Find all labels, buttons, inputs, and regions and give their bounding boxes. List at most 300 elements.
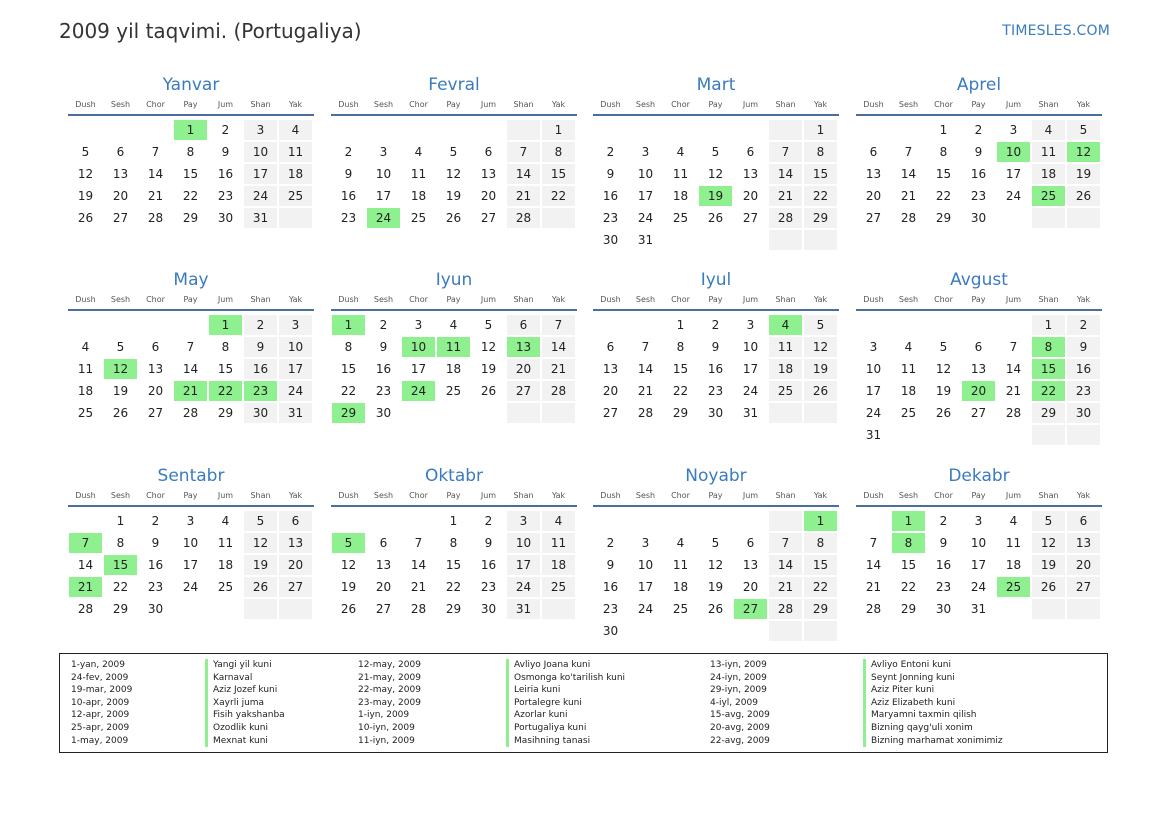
day-cell[interactable]: 18 (900, 384, 917, 398)
day-cell[interactable]: 14 (769, 555, 802, 575)
day-cell[interactable]: 8 (542, 142, 575, 162)
day-cell[interactable]: 29 (1032, 403, 1065, 423)
day-cell[interactable]: 4 (414, 145, 423, 159)
day-cell[interactable]: 13 (480, 167, 497, 181)
day-cell[interactable]: 17 (970, 558, 987, 572)
day-cell[interactable]: 28 (182, 406, 199, 420)
day-cell[interactable]: 25 (445, 384, 462, 398)
day-cell[interactable]: 3 (641, 536, 650, 550)
day-cell[interactable]: 23 (375, 384, 392, 398)
day-cell[interactable]: 21 (147, 189, 164, 203)
day-cell[interactable]: 14 (507, 164, 540, 184)
day-cell[interactable]: 26 (1067, 186, 1100, 206)
day-cell[interactable]: 17 (182, 558, 199, 572)
day-cell[interactable]: 26 (707, 602, 724, 616)
day-cell[interactable]: 30 (217, 211, 234, 225)
day-cell[interactable]: 13 (147, 362, 164, 376)
day-cell[interactable]: 25 (542, 577, 575, 597)
day-cell[interactable]: 22 (542, 186, 575, 206)
day-cell[interactable]: 23 (217, 189, 234, 203)
day-cell[interactable]: 9 (244, 337, 277, 357)
day-cell[interactable]: 29 (672, 406, 689, 420)
day-cell[interactable]: 16 (602, 580, 619, 594)
day-cell[interactable]: 14 (182, 362, 199, 376)
day-cell[interactable]: 20 (1067, 555, 1100, 575)
day-cell[interactable]: 11 (900, 362, 917, 376)
day-cell[interactable]: 9 (606, 167, 615, 181)
day-cell[interactable]: 20 (742, 189, 759, 203)
day-cell[interactable]: 5 (711, 145, 720, 159)
day-cell[interactable]: 2 (939, 514, 948, 528)
day-cell[interactable]: 16 (375, 362, 392, 376)
day-cell[interactable]: 10 (182, 536, 199, 550)
holiday-day-cell[interactable]: 21 (69, 577, 102, 597)
day-cell[interactable]: 9 (151, 536, 160, 550)
day-cell[interactable]: 6 (746, 145, 755, 159)
day-cell[interactable]: 3 (869, 340, 878, 354)
day-cell[interactable]: 18 (769, 359, 802, 379)
day-cell[interactable]: 29 (935, 211, 952, 225)
day-cell[interactable]: 7 (542, 315, 575, 335)
day-cell[interactable]: 12 (77, 167, 94, 181)
day-cell[interactable]: 12 (340, 558, 357, 572)
day-cell[interactable]: 30 (244, 403, 277, 423)
day-cell[interactable]: 14 (542, 337, 575, 357)
day-cell[interactable]: 6 (116, 145, 125, 159)
day-cell[interactable]: 3 (1009, 123, 1018, 137)
day-cell[interactable]: 31 (279, 403, 312, 423)
day-cell[interactable]: 20 (147, 384, 164, 398)
day-cell[interactable]: 24 (1005, 189, 1022, 203)
day-cell[interactable]: 18 (672, 189, 689, 203)
day-cell[interactable]: 5 (939, 340, 948, 354)
holiday-day-cell[interactable]: 25 (997, 577, 1030, 597)
day-cell[interactable]: 17 (637, 580, 654, 594)
day-cell[interactable]: 9 (939, 536, 948, 550)
day-cell[interactable]: 23 (602, 602, 619, 616)
day-cell[interactable]: 8 (804, 142, 837, 162)
day-cell[interactable]: 23 (707, 384, 724, 398)
day-cell[interactable]: 13 (742, 558, 759, 572)
holiday-day-cell[interactable]: 19 (699, 186, 732, 206)
day-cell[interactable]: 24 (182, 580, 199, 594)
day-cell[interactable]: 11 (769, 337, 802, 357)
day-cell[interactable]: 10 (375, 167, 392, 181)
day-cell[interactable]: 21 (865, 580, 882, 594)
day-cell[interactable]: 16 (1067, 359, 1100, 379)
day-cell[interactable]: 6 (379, 536, 388, 550)
day-cell[interactable]: 30 (1067, 403, 1100, 423)
day-cell[interactable]: 17 (1005, 167, 1022, 181)
day-cell[interactable]: 18 (77, 384, 94, 398)
day-cell[interactable]: 18 (542, 555, 575, 575)
day-cell[interactable]: 24 (637, 602, 654, 616)
day-cell[interactable]: 17 (865, 384, 882, 398)
day-cell[interactable]: 9 (606, 558, 615, 572)
holiday-day-cell[interactable]: 8 (892, 533, 925, 553)
day-cell[interactable]: 18 (279, 164, 312, 184)
day-cell[interactable]: 13 (742, 167, 759, 181)
day-cell[interactable]: 14 (1005, 362, 1022, 376)
holiday-day-cell[interactable]: 15 (1032, 359, 1065, 379)
day-cell[interactable]: 1 (676, 318, 685, 332)
day-cell[interactable]: 27 (742, 211, 759, 225)
day-cell[interactable]: 7 (1009, 340, 1018, 354)
day-cell[interactable]: 11 (77, 362, 94, 376)
day-cell[interactable]: 8 (804, 533, 837, 553)
day-cell[interactable]: 3 (507, 511, 540, 531)
day-cell[interactable]: 15 (340, 362, 357, 376)
day-cell[interactable]: 11 (1032, 142, 1065, 162)
day-cell[interactable]: 4 (904, 340, 913, 354)
day-cell[interactable]: 28 (769, 599, 802, 619)
day-cell[interactable]: 26 (707, 211, 724, 225)
day-cell[interactable]: 10 (637, 167, 654, 181)
day-cell[interactable]: 10 (279, 337, 312, 357)
day-cell[interactable]: 8 (186, 145, 195, 159)
day-cell[interactable]: 30 (935, 602, 952, 616)
day-cell[interactable]: 6 (746, 536, 755, 550)
day-cell[interactable]: 5 (116, 340, 125, 354)
day-cell[interactable]: 10 (742, 340, 759, 354)
holiday-day-cell[interactable]: 1 (209, 315, 242, 335)
day-cell[interactable]: 30 (707, 406, 724, 420)
day-cell[interactable]: 19 (445, 189, 462, 203)
day-cell[interactable]: 12 (935, 362, 952, 376)
day-cell[interactable]: 18 (1032, 164, 1065, 184)
day-cell[interactable]: 12 (707, 558, 724, 572)
day-cell[interactable]: 7 (507, 142, 540, 162)
day-cell[interactable]: 16 (707, 362, 724, 376)
day-cell[interactable]: 15 (672, 362, 689, 376)
day-cell[interactable]: 22 (112, 580, 129, 594)
day-cell[interactable]: 30 (602, 624, 619, 638)
day-cell[interactable]: 20 (480, 189, 497, 203)
day-cell[interactable]: 2 (711, 318, 720, 332)
day-cell[interactable]: 16 (147, 558, 164, 572)
day-cell[interactable]: 1 (542, 120, 575, 140)
day-cell[interactable]: 11 (279, 142, 312, 162)
day-cell[interactable]: 9 (711, 340, 720, 354)
day-cell[interactable]: 8 (344, 340, 353, 354)
day-cell[interactable]: 25 (672, 602, 689, 616)
day-cell[interactable]: 31 (637, 233, 654, 247)
day-cell[interactable]: 10 (970, 536, 987, 550)
day-cell[interactable]: 7 (904, 145, 913, 159)
day-cell[interactable]: 5 (244, 511, 277, 531)
day-cell[interactable]: 11 (542, 533, 575, 553)
day-cell[interactable]: 7 (869, 536, 878, 550)
day-cell[interactable]: 5 (1067, 120, 1100, 140)
day-cell[interactable]: 31 (970, 602, 987, 616)
day-cell[interactable]: 20 (112, 189, 129, 203)
holiday-day-cell[interactable]: 10 (997, 142, 1030, 162)
day-cell[interactable]: 22 (804, 577, 837, 597)
day-cell[interactable]: 21 (900, 189, 917, 203)
day-cell[interactable]: 15 (217, 362, 234, 376)
day-cell[interactable]: 23 (480, 580, 497, 594)
day-cell[interactable]: 17 (279, 359, 312, 379)
day-cell[interactable]: 29 (445, 602, 462, 616)
holiday-day-cell[interactable]: 1 (332, 315, 365, 335)
day-cell[interactable]: 5 (81, 145, 90, 159)
day-cell[interactable]: 12 (480, 340, 497, 354)
day-cell[interactable]: 20 (865, 189, 882, 203)
day-cell[interactable]: 30 (602, 233, 619, 247)
day-cell[interactable]: 4 (1032, 120, 1065, 140)
day-cell[interactable]: 6 (151, 340, 160, 354)
day-cell[interactable]: 8 (676, 340, 685, 354)
day-cell[interactable]: 3 (244, 120, 277, 140)
day-cell[interactable]: 3 (279, 315, 312, 335)
day-cell[interactable]: 4 (1009, 514, 1018, 528)
day-cell[interactable]: 27 (1067, 577, 1100, 597)
day-cell[interactable]: 30 (970, 211, 987, 225)
day-cell[interactable]: 1 (116, 514, 125, 528)
day-cell[interactable]: 4 (279, 120, 312, 140)
holiday-day-cell[interactable]: 15 (104, 555, 137, 575)
day-cell[interactable]: 28 (637, 406, 654, 420)
day-cell[interactable]: 21 (769, 577, 802, 597)
day-cell[interactable]: 20 (602, 384, 619, 398)
holiday-day-cell[interactable]: 11 (437, 337, 470, 357)
day-cell[interactable]: 9 (1067, 337, 1100, 357)
day-cell[interactable]: 23 (340, 211, 357, 225)
holiday-day-cell[interactable]: 22 (209, 381, 242, 401)
holiday-day-cell[interactable]: 12 (104, 359, 137, 379)
day-cell[interactable]: 28 (410, 602, 427, 616)
day-cell[interactable]: 18 (1005, 558, 1022, 572)
day-cell[interactable]: 28 (77, 602, 94, 616)
day-cell[interactable]: 27 (480, 211, 497, 225)
day-cell[interactable]: 10 (507, 533, 540, 553)
day-cell[interactable]: 31 (742, 406, 759, 420)
day-cell[interactable]: 4 (542, 511, 575, 531)
day-cell[interactable]: 9 (484, 536, 493, 550)
day-cell[interactable]: 24 (244, 186, 277, 206)
day-cell[interactable]: 9 (344, 167, 353, 181)
day-cell[interactable]: 18 (445, 362, 462, 376)
holiday-day-cell[interactable]: 27 (734, 599, 767, 619)
day-cell[interactable]: 22 (900, 580, 917, 594)
day-cell[interactable]: 15 (804, 164, 837, 184)
day-cell[interactable]: 2 (151, 514, 160, 528)
day-cell[interactable]: 13 (279, 533, 312, 553)
day-cell[interactable]: 17 (375, 189, 392, 203)
day-cell[interactable]: 4 (676, 536, 685, 550)
day-cell[interactable]: 12 (445, 167, 462, 181)
day-cell[interactable]: 7 (769, 533, 802, 553)
day-cell[interactable]: 15 (900, 558, 917, 572)
day-cell[interactable]: 11 (217, 536, 234, 550)
day-cell[interactable]: 16 (217, 167, 234, 181)
holiday-day-cell[interactable]: 10 (402, 337, 435, 357)
day-cell[interactable]: 24 (742, 384, 759, 398)
day-cell[interactable]: 28 (147, 211, 164, 225)
day-cell[interactable]: 4 (81, 340, 90, 354)
day-cell[interactable]: 6 (484, 145, 493, 159)
day-cell[interactable]: 9 (974, 145, 983, 159)
day-cell[interactable]: 20 (742, 580, 759, 594)
day-cell[interactable]: 8 (116, 536, 125, 550)
day-cell[interactable]: 6 (974, 340, 983, 354)
day-cell[interactable]: 4 (221, 514, 230, 528)
day-cell[interactable]: 30 (375, 406, 392, 420)
day-cell[interactable]: 24 (865, 406, 882, 420)
day-cell[interactable]: 1 (449, 514, 458, 528)
holiday-day-cell[interactable]: 23 (244, 381, 277, 401)
day-cell[interactable]: 18 (672, 580, 689, 594)
day-cell[interactable]: 16 (935, 558, 952, 572)
day-cell[interactable]: 26 (244, 577, 277, 597)
day-cell[interactable]: 3 (414, 318, 423, 332)
holiday-day-cell[interactable]: 13 (507, 337, 540, 357)
day-cell[interactable]: 23 (602, 211, 619, 225)
holiday-day-cell[interactable]: 29 (332, 403, 365, 423)
day-cell[interactable]: 11 (1005, 536, 1022, 550)
day-cell[interactable]: 19 (480, 362, 497, 376)
day-cell[interactable]: 28 (865, 602, 882, 616)
day-cell[interactable]: 2 (484, 514, 493, 528)
day-cell[interactable]: 17 (742, 362, 759, 376)
day-cell[interactable]: 13 (602, 362, 619, 376)
day-cell[interactable]: 22 (935, 189, 952, 203)
day-cell[interactable]: 4 (676, 145, 685, 159)
day-cell[interactable]: 22 (445, 580, 462, 594)
day-cell[interactable]: 7 (186, 340, 195, 354)
day-cell[interactable]: 29 (804, 208, 837, 228)
day-cell[interactable]: 19 (244, 555, 277, 575)
day-cell[interactable]: 3 (379, 145, 388, 159)
day-cell[interactable]: 22 (340, 384, 357, 398)
day-cell[interactable]: 21 (769, 186, 802, 206)
day-cell[interactable]: 25 (77, 406, 94, 420)
day-cell[interactable]: 30 (147, 602, 164, 616)
day-cell[interactable]: 27 (507, 381, 540, 401)
day-cell[interactable]: 15 (182, 167, 199, 181)
day-cell[interactable]: 25 (217, 580, 234, 594)
day-cell[interactable]: 26 (445, 211, 462, 225)
day-cell[interactable]: 22 (804, 186, 837, 206)
day-cell[interactable]: 17 (507, 555, 540, 575)
day-cell[interactable]: 21 (1005, 384, 1022, 398)
holiday-day-cell[interactable]: 5 (332, 533, 365, 553)
day-cell[interactable]: 10 (244, 142, 277, 162)
day-cell[interactable]: 13 (375, 558, 392, 572)
day-cell[interactable]: 29 (112, 602, 129, 616)
day-cell[interactable]: 23 (935, 580, 952, 594)
day-cell[interactable]: 4 (449, 318, 458, 332)
day-cell[interactable]: 29 (217, 406, 234, 420)
day-cell[interactable]: 6 (869, 145, 878, 159)
holiday-day-cell[interactable]: 1 (804, 511, 837, 531)
day-cell[interactable]: 14 (147, 167, 164, 181)
day-cell[interactable]: 14 (410, 558, 427, 572)
day-cell[interactable]: 14 (900, 167, 917, 181)
holiday-day-cell[interactable]: 8 (1032, 337, 1065, 357)
day-cell[interactable]: 27 (970, 406, 987, 420)
holiday-day-cell[interactable]: 25 (1032, 186, 1065, 206)
day-cell[interactable]: 13 (865, 167, 882, 181)
day-cell[interactable]: 24 (970, 580, 987, 594)
day-cell[interactable]: 14 (769, 164, 802, 184)
day-cell[interactable]: 13 (970, 362, 987, 376)
day-cell[interactable]: 16 (970, 167, 987, 181)
day-cell[interactable]: 26 (804, 381, 837, 401)
day-cell[interactable]: 17 (637, 189, 654, 203)
day-cell[interactable]: 7 (769, 142, 802, 162)
day-cell[interactable]: 7 (414, 536, 423, 550)
day-cell[interactable]: 6 (1067, 511, 1100, 531)
day-cell[interactable]: 19 (1067, 164, 1100, 184)
day-cell[interactable]: 23 (970, 189, 987, 203)
day-cell[interactable]: 5 (484, 318, 493, 332)
day-cell[interactable]: 19 (707, 580, 724, 594)
day-cell[interactable]: 19 (112, 384, 129, 398)
day-cell[interactable]: 31 (507, 599, 540, 619)
day-cell[interactable]: 28 (900, 211, 917, 225)
day-cell[interactable]: 15 (542, 164, 575, 184)
day-cell[interactable]: 29 (804, 599, 837, 619)
day-cell[interactable]: 2 (379, 318, 388, 332)
day-cell[interactable]: 23 (1067, 381, 1100, 401)
day-cell[interactable]: 19 (804, 359, 837, 379)
day-cell[interactable]: 13 (1067, 533, 1100, 553)
day-cell[interactable]: 5 (1032, 511, 1065, 531)
day-cell[interactable]: 2 (606, 145, 615, 159)
brand-link[interactable]: TIMESLES.COM (1002, 23, 1110, 39)
day-cell[interactable]: 28 (769, 208, 802, 228)
day-cell[interactable]: 5 (804, 315, 837, 335)
day-cell[interactable]: 14 (77, 558, 94, 572)
day-cell[interactable]: 17 (244, 164, 277, 184)
day-cell[interactable]: 3 (746, 318, 755, 332)
day-cell[interactable]: 3 (974, 514, 983, 528)
day-cell[interactable]: 2 (344, 145, 353, 159)
day-cell[interactable]: 2 (221, 123, 230, 137)
day-cell[interactable]: 27 (147, 406, 164, 420)
day-cell[interactable]: 24 (279, 381, 312, 401)
day-cell[interactable]: 7 (641, 340, 650, 354)
day-cell[interactable]: 12 (1032, 533, 1065, 553)
day-cell[interactable]: 1 (1032, 315, 1065, 335)
day-cell[interactable]: 26 (340, 602, 357, 616)
day-cell[interactable]: 8 (449, 536, 458, 550)
day-cell[interactable]: 11 (410, 167, 427, 181)
holiday-day-cell[interactable]: 24 (367, 208, 400, 228)
day-cell[interactable]: 10 (865, 362, 882, 376)
day-cell[interactable]: 25 (672, 211, 689, 225)
day-cell[interactable]: 12 (707, 167, 724, 181)
day-cell[interactable]: 20 (279, 555, 312, 575)
day-cell[interactable]: 27 (279, 577, 312, 597)
holiday-day-cell[interactable]: 1 (892, 511, 925, 531)
day-cell[interactable]: 14 (865, 558, 882, 572)
day-cell[interactable]: 26 (112, 406, 129, 420)
day-cell[interactable]: 2 (244, 315, 277, 335)
holiday-day-cell[interactable]: 7 (69, 533, 102, 553)
day-cell[interactable]: 26 (1032, 577, 1065, 597)
holiday-day-cell[interactable]: 12 (1067, 142, 1100, 162)
day-cell[interactable]: 11 (672, 167, 689, 181)
day-cell[interactable]: 3 (641, 145, 650, 159)
day-cell[interactable]: 19 (340, 580, 357, 594)
day-cell[interactable]: 24 (507, 577, 540, 597)
day-cell[interactable]: 27 (112, 211, 129, 225)
day-cell[interactable]: 29 (900, 602, 917, 616)
day-cell[interactable]: 21 (507, 186, 540, 206)
day-cell[interactable]: 2 (974, 123, 983, 137)
